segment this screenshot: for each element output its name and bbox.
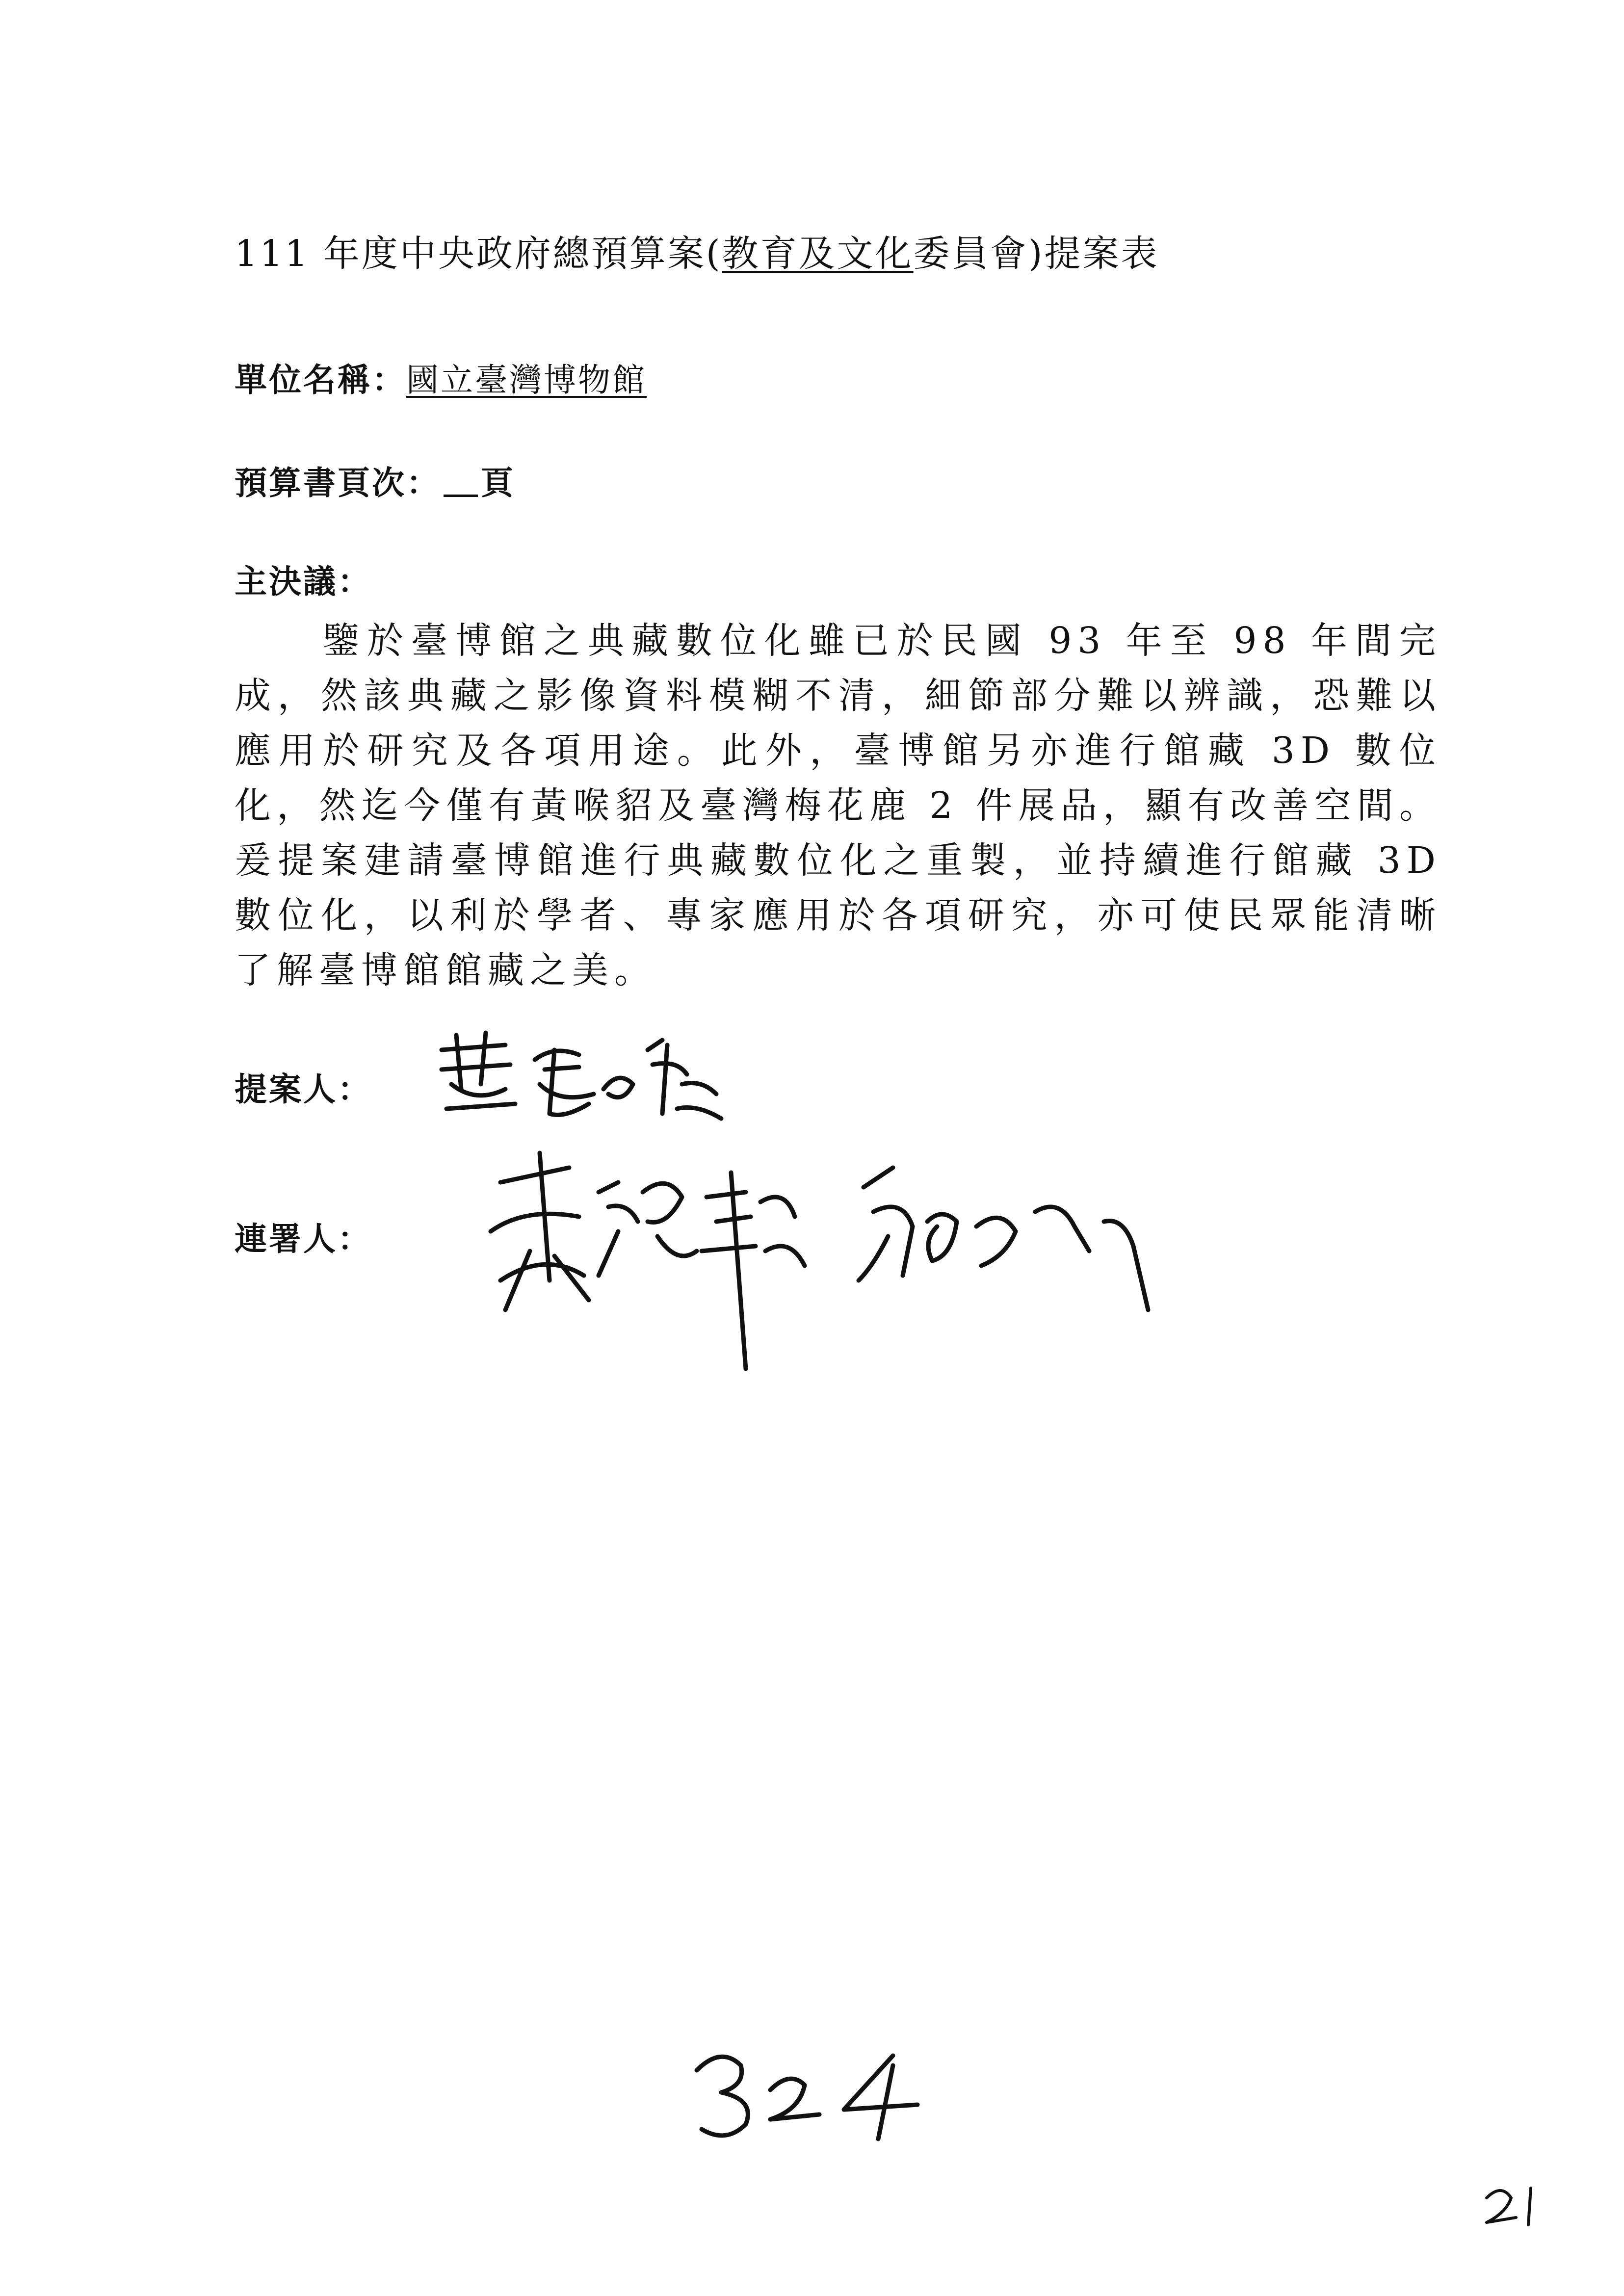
title-suffix: 委員會)提案表 [913,233,1159,275]
page-suffix: 頁 [481,464,515,502]
proposal-title [235,227,1314,281]
handwritten-page-number [687,2046,942,2144]
unit-label: 單位名稱： [235,361,406,399]
page-blank [444,465,478,497]
title-prefix: 111 年度中央政府總預算案( [235,233,722,275]
proposer-signature [432,1030,736,1128]
cosigner-signatures [471,1153,1187,1388]
budget-page-field [235,458,515,507]
page-label: 預算書頁次： [235,464,441,502]
proposer-label: 提案人： [235,1070,372,1108]
unit-value: 國立臺灣博物館 [406,361,647,399]
corner-page-number [1482,2178,1550,2232]
unit-name-field [235,355,647,405]
cosigner-label: 連署人： [235,1220,372,1258]
title-committee: 教育及文化 [722,233,914,275]
main-resolution-label: 主決議： [235,562,372,600]
main-resolution-text: 鑒於臺博館之典藏數位化雖已於民國 93 年至 98 年間完成，然該典藏之影像資料模糊不清，細節部分難以辨識，恐難以應用於研究及各項用途。此外，臺博館另亦進行館藏 3D 數位化，然迄今僅有黃喉貂及臺灣梅花鹿 2 件展品，顯有改善空間。爰提案建請臺博館進行典藏數位化之重製，並持續進行館藏 3D 數位化，以利於學者、專家應用於各項研究，亦可使民眾能清晰了解臺博館館藏之美。 [235,620,1441,991]
